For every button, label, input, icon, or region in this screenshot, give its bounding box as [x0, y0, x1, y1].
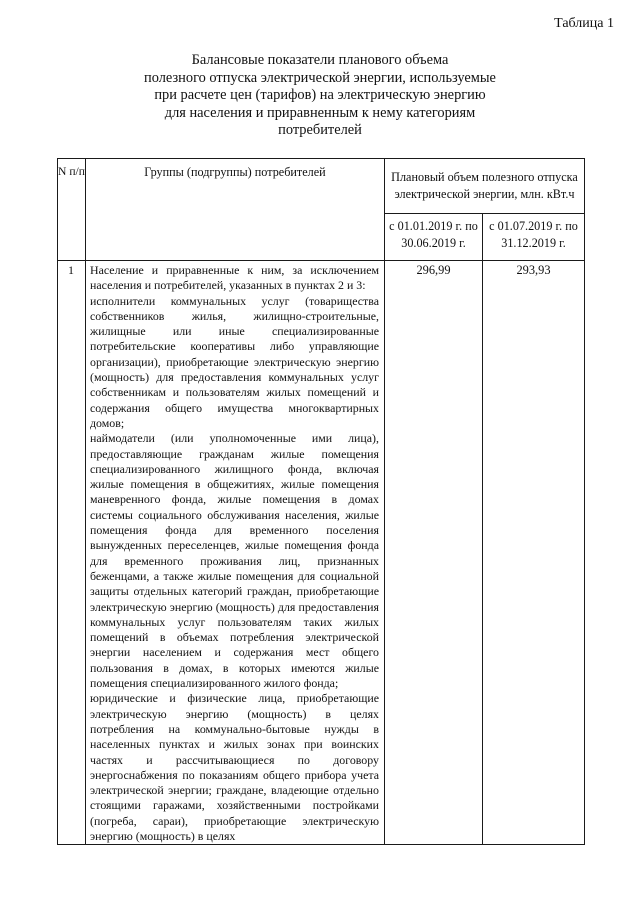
table-row: [58, 261, 585, 845]
group-paragraph: Население и приравненные к ним, за исключением населения и потребителей, указанных в пунктах 2 и 3:: [90, 263, 379, 293]
title-line: Балансовые показатели планового объема: [191, 52, 449, 68]
header-period-2: с 01.07.2019 г. по 31.12.2019 г.: [483, 214, 585, 261]
row-value-period-1: 296,99: [385, 261, 483, 845]
group-paragraph: исполнители коммунальных услуг (товарищества собственников жилья, жилищно-строительные, жилищные или иные специализированные потребительские кооперативы либо управляющие организации), приобретающие электрическую энергию (мощность) для предоставления коммунальных услуг собственникам и пользователям жилых помещений и содержания общего имущества многоквартирных домов;: [90, 293, 379, 430]
group-paragraph: наймодатели (или уполномоченные ими лица), предоставляющие гражданам жилые помещения специализированного жилищного фонда, включая жилые помещения в общежитиях, жилые помещения маневренного фонда, жилые помещения в домах системы социального обслуживания населения, жилые помещения фонда для временного поселения вынужденных переселенцев, жилые помещения фонда для временного проживания лиц, признанных беженцами, а также жилые помещения для социальной защиты отдельных категорий граждан, приобретающие электрическую энергию (мощность) для предоставления коммунальных услуг пользователям таких жилых помещений в объемах потребления электрической энергии населением и содержания мест общего пользования в домах, в которых имеются жилые помещения специализированного жилого фонда;: [90, 431, 379, 691]
title-line: для населения и приравненным к нему категориям: [164, 104, 476, 121]
header-groups: Группы (подгруппы) потребителей: [86, 159, 385, 261]
row-groups: [86, 261, 385, 845]
title-line: при расчете цен (тарифов) на электрическую энергию: [154, 87, 486, 103]
row-number: 1: [58, 261, 86, 845]
page-title: [120, 52, 520, 140]
title-line: полезного отпуска электрической энергии, используемые: [144, 69, 496, 86]
table-header-row: [58, 159, 585, 214]
group-paragraph: юридические и физические лица, приобретающие электрическую энергию (мощность) в целях потребления на коммунально-бытовые нужды в населенных пунктах и жилых зонах при воинских частях и рассчитывающиеся по договору энергоснабжения по показаниям общего прибора учета электрической энергии; граждане, владеющие отдельно стоящими гаражами, хозяйственными постройками (погреба, сараи), приобретающие электрическую энергию (мощность) в целях: [90, 691, 379, 843]
row-value-period-2: 293,93: [483, 261, 585, 845]
balance-table: [57, 158, 585, 845]
header-period-1: с 01.01.2019 г. по 30.06.2019 г.: [385, 214, 483, 261]
header-number: N п/п: [58, 159, 86, 261]
table-label: Таблица 1: [554, 16, 614, 31]
title-line: потребителей: [278, 122, 362, 138]
header-volume: Плановый объем полезного отпуска электрической энергии, млн. кВт.ч: [385, 159, 585, 214]
